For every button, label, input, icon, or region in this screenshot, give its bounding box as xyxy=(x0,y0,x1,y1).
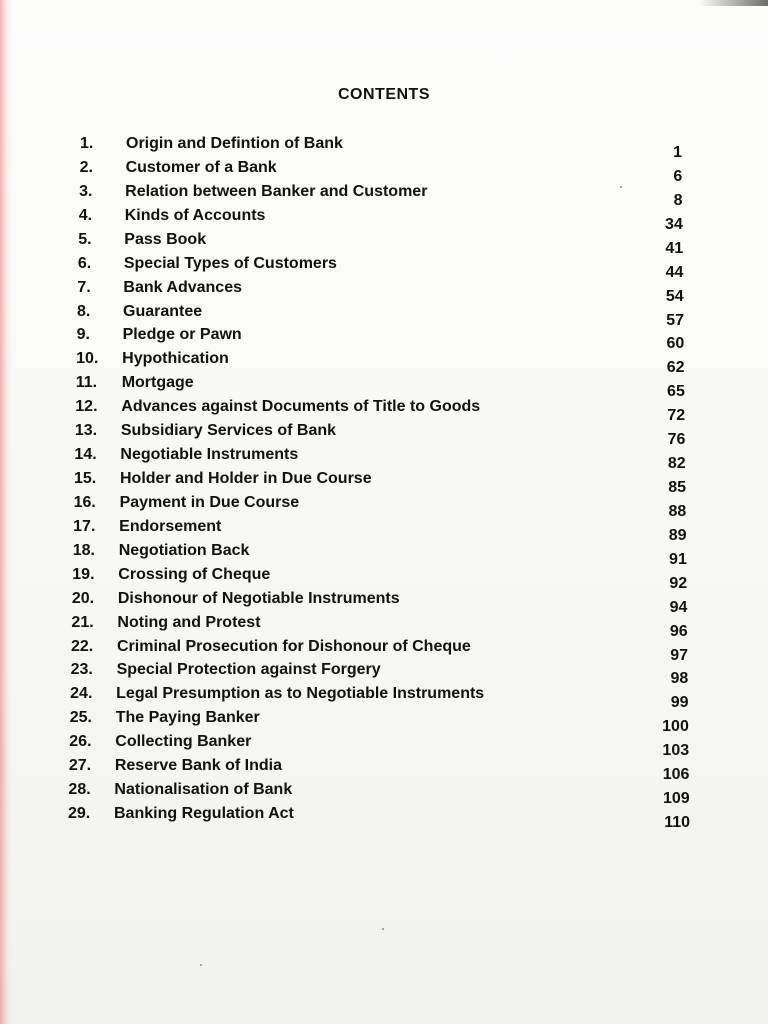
chapter-title: Holder and Holder in Due Course xyxy=(120,470,372,487)
chapter-title: Special Types of Customers xyxy=(123,254,337,272)
toc-entry xyxy=(70,683,689,712)
toc-entry xyxy=(74,420,686,449)
toc-entry xyxy=(73,492,687,520)
toc-entry xyxy=(75,396,686,425)
chapter-title: The Paying Banker xyxy=(115,709,260,727)
chapter-title: Subsidiary Services of Bank xyxy=(120,422,337,440)
chapter-number: 12. xyxy=(75,398,98,416)
toc-entry xyxy=(75,372,685,401)
toc-entry xyxy=(77,301,684,329)
toc-entry xyxy=(68,755,690,784)
page-number: 72 xyxy=(667,407,686,425)
chapter-number: 23. xyxy=(70,661,93,679)
chapter-title: Reserve Bank of India xyxy=(114,757,283,775)
chapter-title: Legal Presumption as to Negotiable Instruments xyxy=(116,685,485,703)
toc-entry xyxy=(68,803,690,831)
toc-entry xyxy=(69,707,689,736)
page-number: 76 xyxy=(667,431,686,449)
chapter-title: Customer of a Bank xyxy=(125,158,277,176)
chapter-title: Pledge or Pawn xyxy=(122,326,242,344)
chapter-title: Mortgage xyxy=(121,374,194,392)
paper-speck xyxy=(620,186,622,188)
chapter-title: Advances against Documents of Title to Goods xyxy=(121,398,481,416)
chapter-number: 22. xyxy=(71,637,94,655)
page-number: 85 xyxy=(668,479,686,496)
chapter-number: 29. xyxy=(68,805,91,822)
page-number: 62 xyxy=(666,359,685,377)
toc-entry xyxy=(74,444,686,473)
chapter-number: 19. xyxy=(72,565,95,583)
chapter-number: 10. xyxy=(76,350,99,368)
chapter-title: Dishonour of Negotiable Instruments xyxy=(117,589,400,607)
page-number: 54 xyxy=(665,287,684,305)
chapter-number: 8. xyxy=(77,302,91,320)
toc-entry xyxy=(78,205,683,233)
toc-entry xyxy=(71,636,688,664)
chapter-number: 21. xyxy=(71,613,94,631)
page-number: 97 xyxy=(670,646,688,664)
toc-entry xyxy=(72,540,687,568)
page-number: 92 xyxy=(669,574,688,592)
page-number: 89 xyxy=(668,526,687,544)
chapter-number: 20. xyxy=(71,589,95,607)
chapter-number: 26. xyxy=(69,733,92,751)
page-number: 94 xyxy=(669,598,688,616)
toc-entry xyxy=(70,659,689,688)
chapter-number: 13. xyxy=(74,422,98,440)
toc-entry xyxy=(73,516,687,544)
chapter-title: Kinds of Accounts xyxy=(124,206,266,224)
chapter-title: Negotiable Instruments xyxy=(120,446,299,464)
chapter-number: 11. xyxy=(75,374,98,392)
chapter-title: Collecting Banker xyxy=(115,733,252,751)
page-number: 96 xyxy=(669,622,688,640)
page-number: 82 xyxy=(667,455,686,473)
page-number: 91 xyxy=(669,550,687,568)
toc-entry xyxy=(76,324,685,353)
chapter-title: Bank Advances xyxy=(123,278,242,296)
toc-entry xyxy=(74,468,686,496)
page-number: 65 xyxy=(667,383,685,401)
chapter-number: 4. xyxy=(78,206,93,224)
paper-speck xyxy=(382,928,384,930)
toc-entry xyxy=(72,564,688,592)
chapter-title: Crossing of Cheque xyxy=(118,565,271,583)
chapter-number: 9. xyxy=(76,326,90,344)
toc-entry xyxy=(80,133,682,161)
page-number: 1 xyxy=(673,144,682,161)
chapter-number: 18. xyxy=(72,541,95,559)
chapter-title: Criminal Prosecution for Dishonour of Cheque xyxy=(117,637,471,655)
chapter-number: 2. xyxy=(79,158,93,176)
chapter-number: 25. xyxy=(69,709,92,727)
page-number: 8 xyxy=(673,191,683,209)
chapter-number: 24. xyxy=(70,685,93,703)
toc-entry xyxy=(68,779,690,808)
toc-entry xyxy=(78,229,684,257)
page-number: 100 xyxy=(662,718,689,736)
page-title: CONTENTS xyxy=(338,86,430,103)
paper-speck xyxy=(200,964,202,966)
toc-entry xyxy=(79,157,683,185)
chapter-title: Payment in Due Course xyxy=(119,493,300,511)
chapter-number: 7. xyxy=(77,278,91,296)
chapter-title: Hypothication xyxy=(122,350,229,368)
chapter-number: 15. xyxy=(74,470,97,487)
chapter-number: 6. xyxy=(77,254,92,272)
chapter-number: 17. xyxy=(73,517,96,535)
toc-entry xyxy=(71,588,688,616)
chapter-title: Origin and Defintion of Bank xyxy=(126,135,343,152)
chapter-title: Relation between Banker and Customer xyxy=(125,182,428,200)
toc-entry xyxy=(77,277,684,305)
page-number: 88 xyxy=(668,502,687,520)
chapter-title: Negotiation Back xyxy=(118,541,250,559)
page-number: 98 xyxy=(670,670,689,688)
chapter-number: 28. xyxy=(68,781,91,799)
page-number: 106 xyxy=(662,766,690,784)
chapter-number: 16. xyxy=(73,493,96,511)
page-number: 60 xyxy=(666,335,685,353)
page-number: 57 xyxy=(666,311,684,329)
chapter-title: Guarantee xyxy=(123,302,203,320)
toc-entry xyxy=(69,731,690,760)
toc-entry xyxy=(77,253,684,281)
page-number: 109 xyxy=(663,790,690,808)
page-number: 99 xyxy=(670,694,689,712)
chapter-title: Pass Book xyxy=(124,230,207,248)
chapter-number: 3. xyxy=(79,182,93,200)
chapter-number: 14. xyxy=(74,446,97,464)
toc-entry xyxy=(79,181,683,209)
chapter-title: Banking Regulation Act xyxy=(114,805,294,822)
toc-entry xyxy=(71,612,688,640)
page-number: 103 xyxy=(662,742,690,760)
page-number: 34 xyxy=(665,215,683,233)
page-number: 41 xyxy=(665,239,684,257)
page-number: 44 xyxy=(665,263,684,281)
page-number: 110 xyxy=(664,814,690,831)
chapter-title: Special Protection against Forgery xyxy=(116,661,381,679)
page-number: 6 xyxy=(673,167,683,185)
toc-entry xyxy=(76,348,685,377)
chapter-title: Endorsement xyxy=(119,517,222,535)
chapter-title: Noting and Protest xyxy=(117,613,261,631)
chapter-title: Nationalisation of Bank xyxy=(114,781,293,799)
chapter-number: 27. xyxy=(68,757,92,775)
chapter-number: 1. xyxy=(80,135,94,152)
chapter-number: 5. xyxy=(78,230,92,248)
